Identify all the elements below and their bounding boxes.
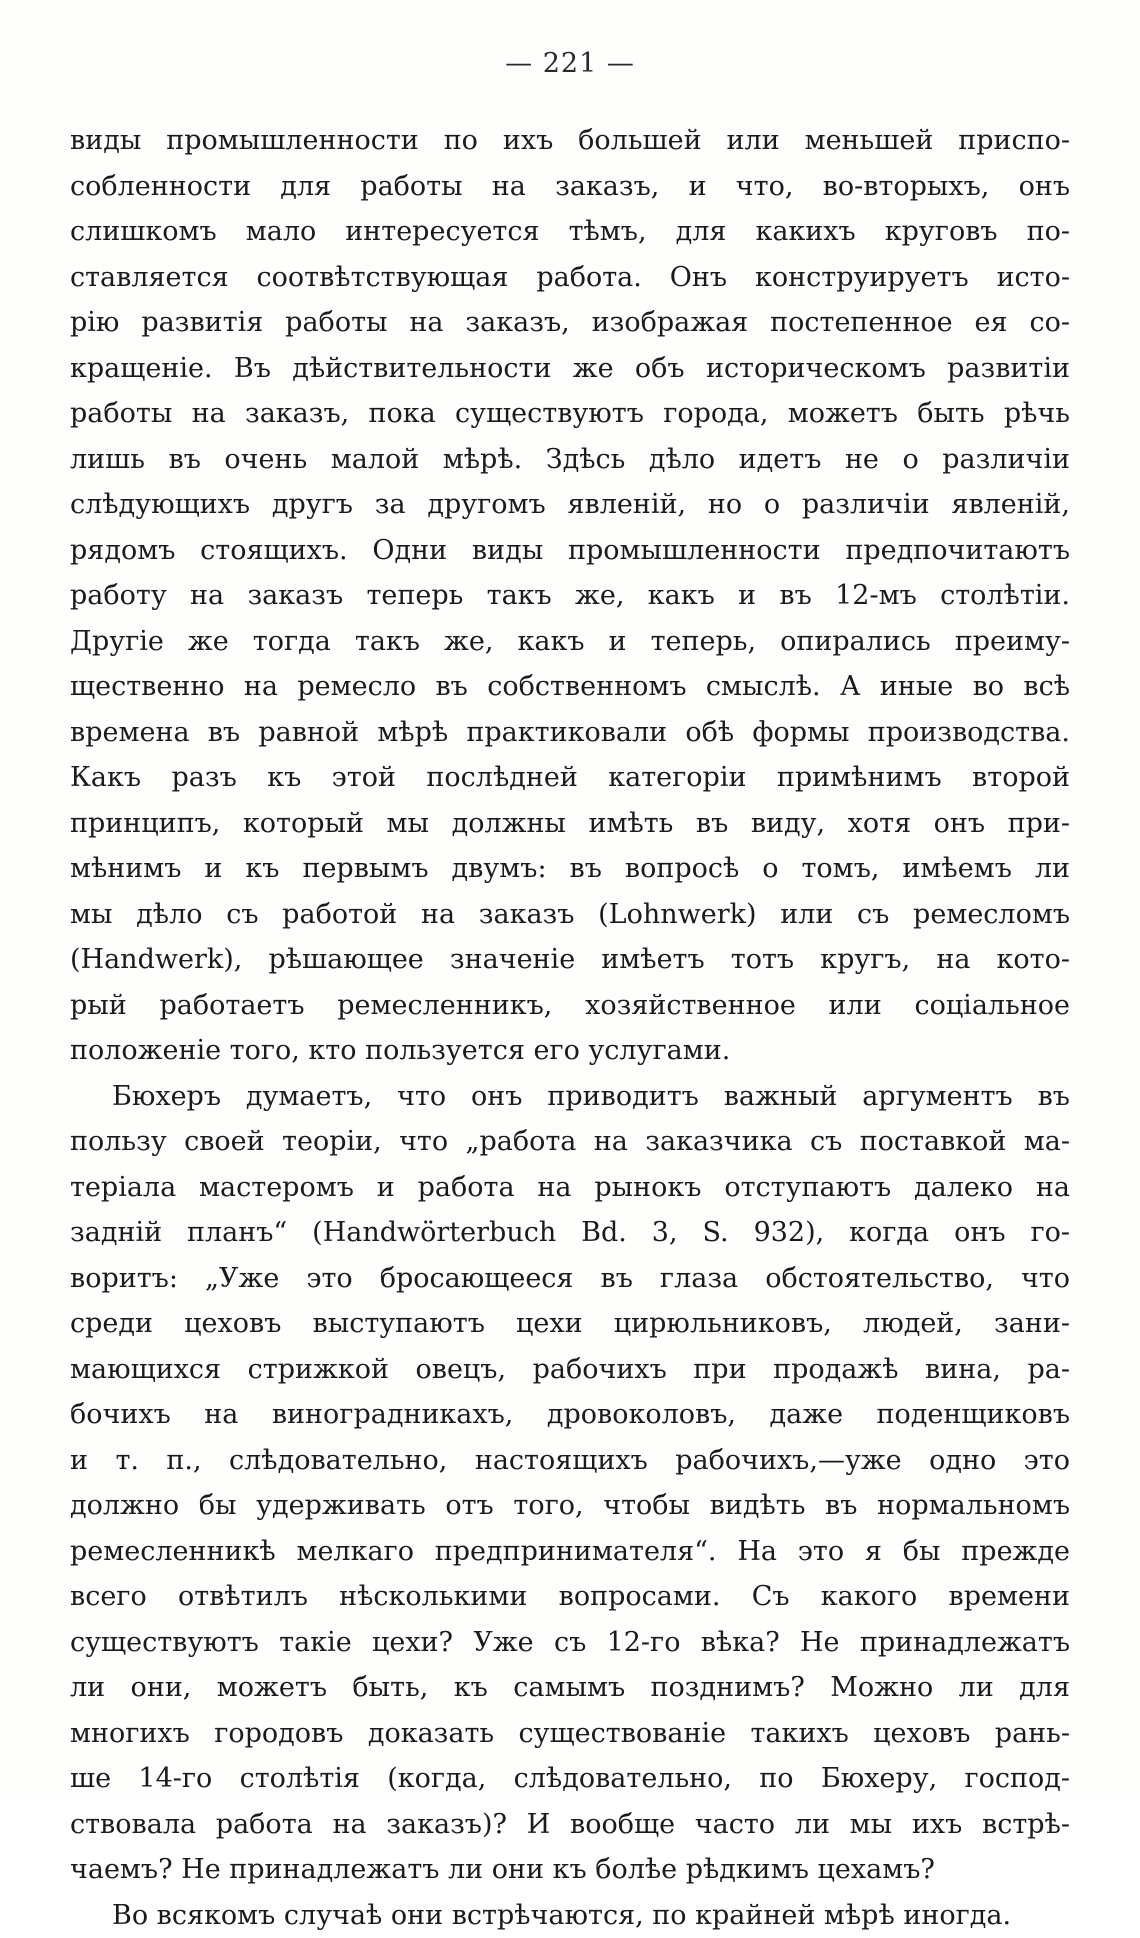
text-line: ставляется соотвѣтствующая работа. Онъ конструируетъ исто- xyxy=(70,255,1070,301)
text-line: ремесленникѣ мелкаго предпринимателя“. На это я бы прежде xyxy=(70,1529,1070,1575)
text-line: виды промышленности по ихъ большей или меньшей приспо- xyxy=(70,118,1070,164)
text-line: лишь въ очень малой мѣрѣ. Здѣсь дѣло идетъ не о различіи xyxy=(70,437,1070,483)
text-line: Бюхеръ думаетъ, что онъ приводитъ важный аргументъ въ xyxy=(70,1074,1070,1120)
text-line: всего отвѣтилъ нѣсколькими вопросами. Съ какого времени xyxy=(70,1574,1070,1620)
text-line: Другіе же тогда такъ же, какъ и теперь, опирались преиму- xyxy=(70,619,1070,665)
text-line: работу на заказъ теперь такъ же, какъ и въ 12-мъ столѣтіи. xyxy=(70,573,1070,619)
paragraph xyxy=(70,1893,1070,1938)
text-line: ли они, можетъ быть, къ самымъ позднимъ? Можно ли для xyxy=(70,1665,1070,1711)
text-line: слѣдующихъ другъ за другомъ явленій, но о различіи явленій, xyxy=(70,482,1070,528)
text-line: бочихъ на виноградникахъ, дровоколовъ, даже поденщиковъ xyxy=(70,1392,1070,1438)
page-number: — 221 — xyxy=(0,48,1140,79)
text-line: собленности для работы на заказъ, и что, во-вторыхъ, онъ xyxy=(70,164,1070,210)
text-line: воритъ: „Уже это бросающееся въ глаза обстоятельство, что xyxy=(70,1256,1070,1302)
text-line: мающихся стрижкой овецъ, рабочихъ при продажѣ вина, ра- xyxy=(70,1347,1070,1393)
text-line: существуютъ такіе цехи? Уже съ 12-го вѣка? Не принадлежатъ xyxy=(70,1620,1070,1666)
text-line: ше 14-го столѣтія (когда, слѣдовательно, по Бюхеру, господ- xyxy=(70,1756,1070,1802)
text-line: слишкомъ мало интересуется тѣмъ, для какихъ круговъ по- xyxy=(70,209,1070,255)
text-line: Какъ разъ къ этой послѣдней категоріи примѣнимъ второй xyxy=(70,755,1070,801)
text-line: ствовала работа на заказъ)? И вообще часто ли мы ихъ встрѣ- xyxy=(70,1802,1070,1848)
text-line: щественно на ремесло въ собственномъ смыслѣ. А иные во всѣ xyxy=(70,664,1070,710)
text-line: мѣнимъ и къ первымъ двумъ: въ вопросѣ о томъ, имѣемъ ли xyxy=(70,846,1070,892)
text-line: рію развитія работы на заказъ, изображая постепенное ея со- xyxy=(70,300,1070,346)
text-line: положеніе того, кто пользуется его услугами. xyxy=(70,1028,1070,1074)
text-line: рый работаетъ ремесленникъ, хозяйственное или соціальное xyxy=(70,983,1070,1029)
text-line: принципъ, который мы должны имѣть въ виду, хотя онъ при- xyxy=(70,801,1070,847)
text-line: задній планъ“ (Handwörterbuch Bd. 3, S. 932), когда онъ го- xyxy=(70,1210,1070,1256)
text-line: работы на заказъ, пока существуютъ города, можетъ быть рѣчь xyxy=(70,391,1070,437)
paragraph xyxy=(70,1074,1070,1893)
text-line: многихъ городовъ доказать существованіе такихъ цеховъ рань- xyxy=(70,1711,1070,1757)
text-line: должно бы удерживать отъ того, чтобы видѣть въ нормальномъ xyxy=(70,1483,1070,1529)
paragraph xyxy=(70,118,1070,1074)
text-line: чаемъ? Не принадлежатъ ли они къ болѣе рѣдкимъ цехамъ? xyxy=(70,1847,1070,1893)
text-line: времена въ равной мѣрѣ практиковали обѣ формы производства. xyxy=(70,710,1070,756)
text-line: теріала мастеромъ и работа на рынокъ отступаютъ далеко на xyxy=(70,1165,1070,1211)
text-line: Во всякомъ случаѣ они встрѣчаются, по крайней мѣрѣ иногда. xyxy=(70,1893,1070,1938)
text-line: (Handwerk), рѣшающее значеніе имѣетъ тотъ кругъ, на кото- xyxy=(70,937,1070,983)
text-line: пользу своей теоріи, что „работа на заказчика съ поставкой ма- xyxy=(70,1119,1070,1165)
text-line: и т. п., слѣдовательно, настоящихъ рабочихъ,—уже одно это xyxy=(70,1438,1070,1484)
text-line: мы дѣло съ работой на заказъ (Lohnwerk) или съ ремесломъ xyxy=(70,892,1070,938)
text-line: кращеніе. Въ дѣйствительности же объ историческомъ развитіи xyxy=(70,346,1070,392)
text-line: рядомъ стоящихъ. Одни виды промышленности предпочитаютъ xyxy=(70,528,1070,574)
body-text xyxy=(70,118,1070,1938)
text-line: среди цеховъ выступаютъ цехи цирюльниковъ, людей, зани- xyxy=(70,1301,1070,1347)
